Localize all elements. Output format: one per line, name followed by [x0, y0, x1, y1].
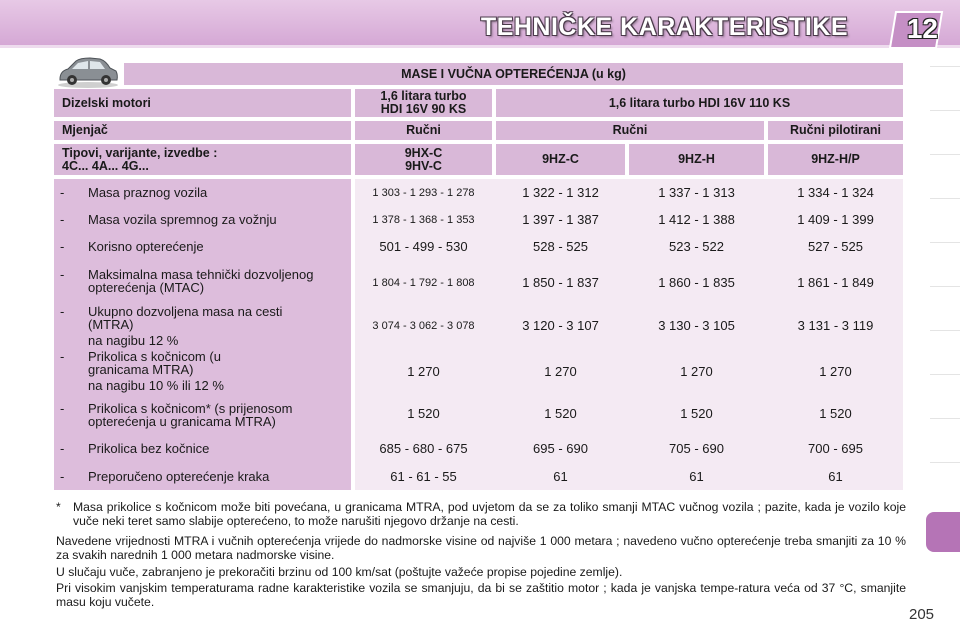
note-paragraph: Navedene vrijednosti MTRA i vučnih opterećenja vrijede do nadmorske visine od najviše 1 000 metara ; navedeno vučno opterećenje treba smanjiti za 10 % za svakih narednih 1 000 metara nadmorske visine.: [56, 534, 906, 562]
row-label: Prikolica s kočnicom* (s prijenosom opterećenja u granicama MTRA): [88, 401, 293, 429]
row-value: 61: [828, 469, 843, 484]
row-value: 1 412 - 1 388: [658, 212, 735, 227]
row-value: 1 270: [819, 364, 852, 379]
row-value: 1 520: [544, 406, 577, 421]
engine-col1: [355, 89, 492, 117]
side-tab[interactable]: [930, 154, 960, 195]
row-value: 1 270: [407, 364, 440, 379]
label-engine: Dizelski motori: [54, 89, 351, 117]
row-value: 1 804 - 1 792 - 1 808: [372, 277, 475, 289]
row-label: Korisno opterećenje: [88, 239, 204, 254]
row-value: 1 861 - 1 849: [797, 275, 874, 290]
row-dash: -: [60, 185, 65, 200]
row-dash: -: [60, 239, 65, 254]
section-title: MASE I VUČNA OPTEREĆENJA (u kg): [124, 63, 903, 85]
engine-col1-text: 1,6 litara turbo HDI 16V 90 KS: [380, 89, 467, 116]
side-tab-active[interactable]: [926, 512, 960, 552]
side-tab[interactable]: [930, 66, 960, 107]
types-col2: 9HZ-C: [496, 144, 625, 175]
row-value: 528 - 525: [533, 239, 588, 254]
row-value: 1 270: [544, 364, 577, 379]
footnote-text: Masa prikolice s kočnicom može biti povećana, u granicama MTRA, pod uvjetom da se za toliko smanji MTAC vučnog vozila ; pazite, kada je vozilo koje vuče neki teret samo slabije opterećeno, to može narušiti njegovo držanje na cesti.: [73, 500, 906, 528]
row-value: 3 074 - 3 062 - 3 078: [372, 320, 475, 332]
page-number: 205: [909, 606, 935, 623]
side-tab[interactable]: [930, 418, 960, 459]
engine-col234: 1,6 litara turbo HDI 16V 110 KS: [496, 89, 903, 117]
row-value: 685 - 680 - 675: [379, 441, 468, 456]
row-value: 1 337 - 1 313: [658, 185, 735, 200]
row-label: na nagibu 12 %: [88, 333, 179, 348]
row-dash: -: [60, 441, 65, 456]
row-value: 695 - 690: [533, 441, 588, 456]
row-label: na nagibu 10 % ili 12 %: [88, 378, 224, 393]
row-label: Masa praznog vozila: [88, 185, 208, 200]
side-tab[interactable]: [930, 198, 960, 239]
row-value: 1 860 - 1 835: [658, 275, 735, 290]
row-label: Prikolica s kočnicom (u granicama MTRA): [88, 349, 221, 377]
row-label: Preporučeno opterećenje kraka: [88, 469, 270, 484]
side-tab[interactable]: [930, 462, 960, 503]
label-types: [54, 144, 351, 175]
row-value: 1 520: [819, 406, 852, 421]
row-value: 61: [553, 469, 568, 484]
types-col1-line1: 9HX-C: [404, 145, 443, 160]
side-tab[interactable]: [930, 330, 960, 371]
note-paragraph: U slučaju vuče, zabranjeno je prekoračiti brzinu od 100 km/sat (poštujte važeće propise pojedine zemlje).: [56, 565, 623, 579]
row-label: Prikolica bez kočnice: [88, 441, 210, 456]
side-tab[interactable]: [930, 110, 960, 151]
row-value: 1 850 - 1 837: [522, 275, 599, 290]
row-value: 1 397 - 1 387: [522, 212, 599, 227]
row-value: 3 130 - 3 105: [658, 318, 735, 333]
row-dash: -: [60, 469, 65, 484]
label-gearbox: Mjenjač: [54, 121, 351, 140]
row-dash: -: [60, 267, 65, 282]
types-col3: 9HZ-H: [629, 144, 764, 175]
row-dash: -: [60, 401, 65, 416]
row-value: 1 334 - 1 324: [797, 185, 874, 200]
car-icon: [56, 55, 120, 89]
row-value: 1 520: [680, 406, 713, 421]
row-value: 527 - 525: [808, 239, 863, 254]
row-dash: -: [60, 212, 65, 227]
chapter-number: 12: [906, 13, 938, 44]
row-value: 700 - 695: [808, 441, 863, 456]
gearbox-col1: Ručni: [355, 121, 492, 140]
row-value: 61 - 61 - 55: [390, 469, 457, 484]
row-dash: -: [60, 349, 65, 364]
side-tab[interactable]: [930, 242, 960, 283]
side-tab[interactable]: [930, 374, 960, 415]
row-label: Ukupno dozvoljena masa na cesti (MTRA): [88, 304, 283, 332]
row-value: 1 520: [407, 406, 440, 421]
row-value: 1 270: [680, 364, 713, 379]
label-types-line1: Tipovi, varijante, izvedbe :: [62, 145, 218, 160]
row-value: 705 - 690: [669, 441, 724, 456]
row-label: Maksimalna masa tehnički dozvoljenog opterećenja (MTAC): [88, 267, 314, 295]
footnote-mark: *: [56, 500, 61, 514]
row-value: 1 409 - 1 399: [797, 212, 874, 227]
label-types-line2: 4C... 4A... 4G...: [62, 158, 149, 173]
page-title: TEHNIČKE KARAKTERISTIKE: [480, 13, 848, 41]
row-value: 61: [689, 469, 704, 484]
side-tab[interactable]: [930, 286, 960, 327]
types-col1-line2: 9HV-C: [405, 158, 442, 173]
row-value: 3 131 - 3 119: [797, 318, 874, 333]
gearbox-col4: Ručni pilotirani: [768, 121, 903, 140]
note-paragraph: Pri visokim vanjskim temperaturama radne karakteristike vozila se smanjuju, da bi se zaštitio motor ; kada je vanjska tempe-ratura veća od 37 °C, smanjite masu koju vučete.: [56, 581, 906, 609]
row-dash: -: [60, 304, 65, 319]
types-col4: 9HZ-H/P: [768, 144, 903, 175]
row-value: 1 322 - 1 312: [522, 185, 599, 200]
row-label: Masa vozila spremnog za vožnju: [88, 212, 277, 227]
row-value: 523 - 522: [669, 239, 724, 254]
row-value: 501 - 499 - 530: [379, 239, 468, 254]
row-value: 1 378 - 1 368 - 1 353: [372, 214, 475, 226]
gearbox-col23: Ručni: [496, 121, 764, 140]
footnote-star: [56, 500, 906, 530]
row-value: 3 120 - 3 107: [522, 318, 599, 333]
types-col1: [355, 144, 492, 175]
row-value: 1 303 - 1 293 - 1 278: [372, 187, 475, 199]
